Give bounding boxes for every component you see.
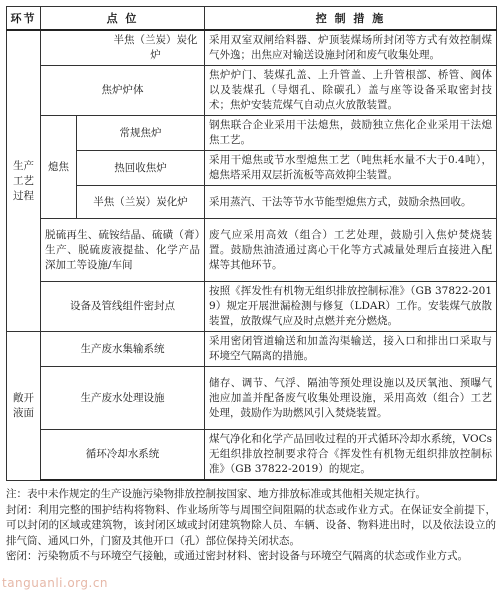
measure-coke-body: 焦炉炉门、装煤孔盖、上升管盖、上升管根部、桥管、阀体以及装煤孔（导烟孔、除碳孔）盖与座等设备采取密封技术；焦炉安装荒煤气自动点火放散装置。 bbox=[205, 66, 497, 116]
measure-equipment: 按照《挥发性有机物无组织排放控制标准》（GB 37822-2019）规定开展泄漏检测与修复（LDAR）工作。安装煤气放散装置，放散煤气应及时点燃并充分燃烧。 bbox=[205, 282, 497, 332]
header-section: 环节 bbox=[7, 7, 41, 31]
measure-desulfurization: 废气应采用高效（组合）工艺处理，鼓励引入焦炉焚烧装置。鼓励焦油渣通过离心干化等方式减量处理后直接进入配煤等其他环节。 bbox=[205, 219, 497, 282]
note-sealed: 密闭：污染物质不与环境空气接触，或通过密封材料、密封设备与环境空气隔离的状态或作业方式。 bbox=[6, 550, 468, 562]
table-row bbox=[7, 430, 497, 481]
table-row bbox=[7, 219, 497, 282]
watermark: tanguanli.org.cn bbox=[2, 576, 109, 590]
table-row bbox=[7, 151, 497, 186]
table-row bbox=[7, 30, 497, 66]
measure-wastewater-treat: 储存、调节、气浮、隔油等预处理设施以及厌氧池、预曝气池应加盖并配备废气收集处理设施，采用高效（组合）工艺处理，鼓励作为助燃风引入焚烧装置。 bbox=[205, 367, 497, 430]
note-enclosed: 封闭：利用完整的围护结构将物料、作业场所等与周围空间阻隔的状态或作业方式。在保证安全前提下，可以封闭的区域或建筑物，该封闭区域或封闭建筑物除人员、车辆、设备、物料进出时，以及依法设立的排气筒、通风口外，门窗及其他开口（孔）部位保持关闭状态。 bbox=[6, 503, 496, 547]
section-quenching: 熄焦 bbox=[41, 116, 77, 219]
measure-semi-coke-quench: 采用蒸汽、干法等节水节能型熄焦方式，鼓励余热回收。 bbox=[205, 186, 497, 219]
position-semi-coke-top: 半焦（兰炭）炭化炉 bbox=[41, 30, 205, 66]
control-measures-table bbox=[6, 6, 497, 481]
measure-semi-coke-top: 采用双室双闸给料器、炉顶装煤场所封闭等方式有效控制煤气外逸；出焦应对输送设施封闭和废气收集处理。 bbox=[205, 30, 497, 66]
header-position: 点 位 bbox=[41, 7, 205, 31]
notes bbox=[6, 487, 496, 565]
section-open-liquid: 敞开液面 bbox=[7, 332, 41, 481]
measure-wastewater-collect: 采用密闭管道输送和加盖沟渠输送，接入口和排出口采取与环境空气隔离的措施。 bbox=[205, 332, 497, 367]
measure-conventional: 钢焦联合企业采用干法熄焦，鼓励独立焦化企业采用干法熄焦工艺。 bbox=[205, 116, 497, 151]
position-coke-body: 焦炉炉体 bbox=[41, 66, 205, 116]
table-row bbox=[7, 367, 497, 430]
measure-heat-recovery: 采用干熄焦或节水型熄焦工艺（吨焦耗水量不大于0.4吨），熄焦塔采用双层折流板等高效抑尘装置。 bbox=[205, 151, 497, 186]
section-production: 生产工艺过程 bbox=[7, 30, 41, 332]
table-row bbox=[7, 66, 497, 116]
measure-cooling: 煤气净化和化学产品回收过程的开式循环冷却水系统，VOCs无组织排放控制要求符合《挥发性有机物无组织排放控制标准》（GB 37822-2019）的规定。 bbox=[205, 430, 497, 481]
note-general: 注：表中未作规定的生产设施污染物排放控制按国家、地方排放标准或其他相关规定执行。 bbox=[6, 488, 426, 500]
table-row bbox=[7, 332, 497, 367]
header-measures: 控 制 措 施 bbox=[205, 7, 497, 31]
position-wastewater-collect: 生产废水集输系统 bbox=[41, 332, 205, 367]
document bbox=[6, 6, 496, 565]
position-wastewater-treat: 生产废水处理设施 bbox=[41, 367, 205, 430]
position-cooling: 循环冷却水系统 bbox=[41, 430, 205, 481]
position-heat-recovery: 热回收焦炉 bbox=[77, 151, 205, 186]
position-conventional: 常规焦炉 bbox=[77, 116, 205, 151]
position-semi-coke-quench: 半焦（兰炭）炭化炉 bbox=[77, 186, 205, 219]
position-equipment: 设备及管线组件密封点 bbox=[41, 282, 205, 332]
table-row bbox=[7, 116, 497, 151]
table-row bbox=[7, 186, 497, 219]
table-header-row bbox=[7, 7, 497, 31]
table-row bbox=[7, 282, 497, 332]
position-desulfurization: 脱硫再生、硫铵结晶、硫磺（膏）生产、脱硫废液提盐、化学产品深加工等设施/车间 bbox=[41, 219, 205, 282]
